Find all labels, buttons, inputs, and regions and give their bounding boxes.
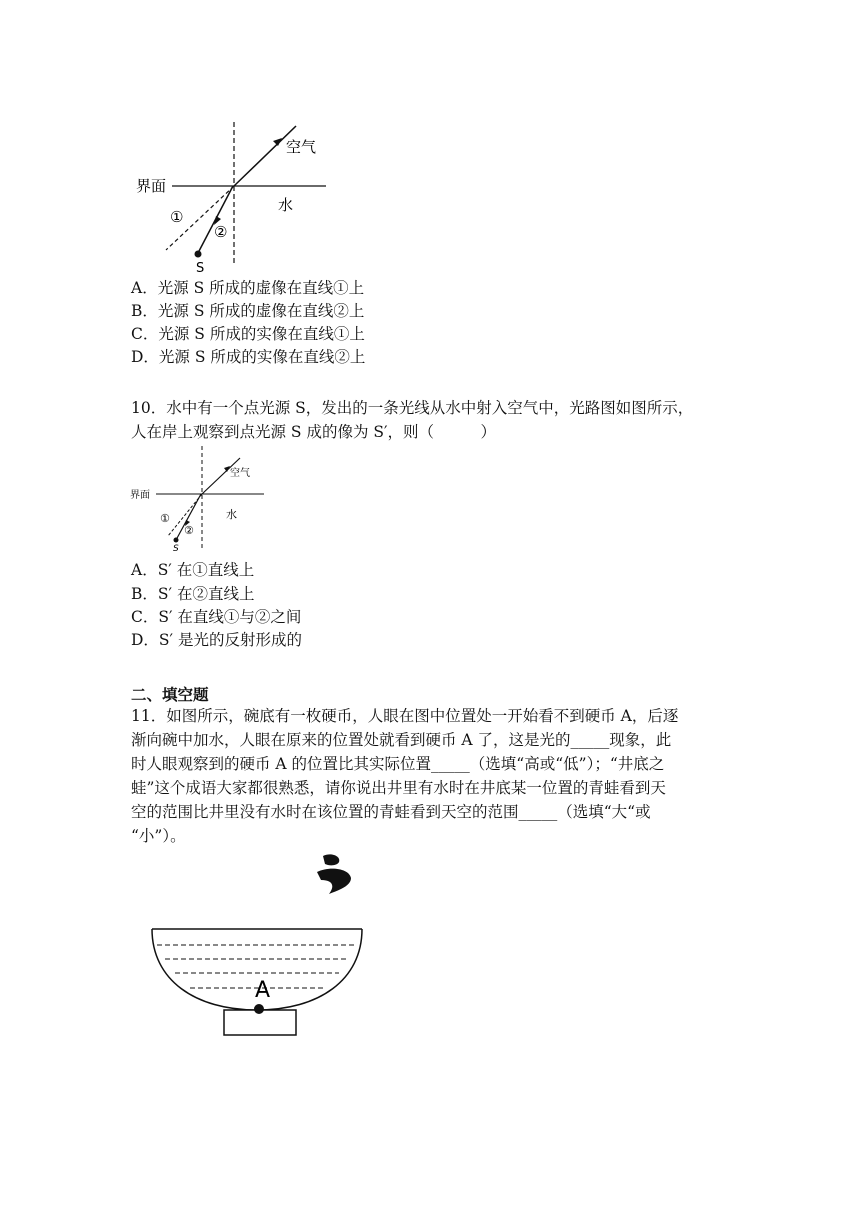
label-coin: A (255, 978, 271, 1003)
light-source-point (195, 251, 202, 258)
q9-option-b: B．光源 S 所成的虚像在直线②上 (131, 302, 365, 320)
q11-text-line-5: 空的范围比井里没有水时在该位置的青蛙看到天空的范围_____（选填“大“或 (131, 803, 651, 821)
q10-option-c: C．S′ 在直线①与②之间 (131, 608, 302, 626)
refraction-diagram-q10 (130, 444, 270, 554)
q11-text-line-6: “小”）。 (131, 827, 186, 845)
eye-icon (317, 854, 351, 894)
q10-text-line-1: 10．水中有一个点光源 S，发出的一条光线从水中射入空气中，光路图如图所示， (131, 399, 694, 417)
label-line-2: ② (184, 524, 194, 537)
q9-option-c: C．光源 S 所成的实像在直线①上 (131, 325, 365, 343)
q11-text-line-1: 11．如图所示，碗底有一枚硬币，人眼在图中位置处一开始看不到硬币 A，后逐 (131, 707, 679, 725)
q11-text-line-4: 蛙”这个成语大家都很熟悉，请你说出井里有水时在井底某一位置的青蛙看到天 (131, 779, 666, 797)
q10-option-a: A．S′ 在①直线上 (131, 561, 255, 579)
light-source-point (174, 538, 179, 543)
label-water: 水 (226, 508, 237, 521)
label-line-1: ① (170, 208, 184, 226)
q9-option-d: D．光源 S 所成的实像在直线②上 (131, 348, 366, 366)
q10-option-b: B．S′ 在②直线上 (131, 585, 255, 603)
refracted-ray (234, 126, 296, 186)
label-source: S (173, 544, 179, 554)
label-line-1: ① (160, 512, 170, 525)
q11-text-line-3: 时人眼观察到的硬币 A 的位置比其实际位置_____（选填“高或“低”）；“井底之 (131, 755, 665, 773)
label-source: S (196, 261, 205, 276)
section-heading: 二、填空题 (131, 686, 209, 704)
coin (254, 1004, 264, 1014)
q10-option-d: D．S′ 是光的反射形成的 (131, 631, 302, 649)
q9-option-a: A．光源 S 所成的虚像在直线①上 (131, 279, 365, 297)
label-water: 水 (278, 196, 294, 214)
ray-arrow (273, 138, 282, 146)
q10-text-line-2: 人在岸上观察到点光源 S 成的像为 S′，则（ ） (131, 423, 497, 441)
label-interface: 界面 (130, 490, 150, 501)
refraction-diagram-q9 (130, 118, 340, 276)
label-air: 空气 (286, 138, 317, 156)
label-interface: 界面 (136, 177, 167, 195)
q11-text-line-2: 渐向碗中加水，人眼在原来的位置处就看到硬币 A 了，这是光的_____现象，此 (131, 731, 672, 749)
label-line-2: ② (214, 223, 228, 241)
label-air: 空气 (230, 468, 250, 479)
bowl-coin-diagram (145, 850, 370, 1040)
